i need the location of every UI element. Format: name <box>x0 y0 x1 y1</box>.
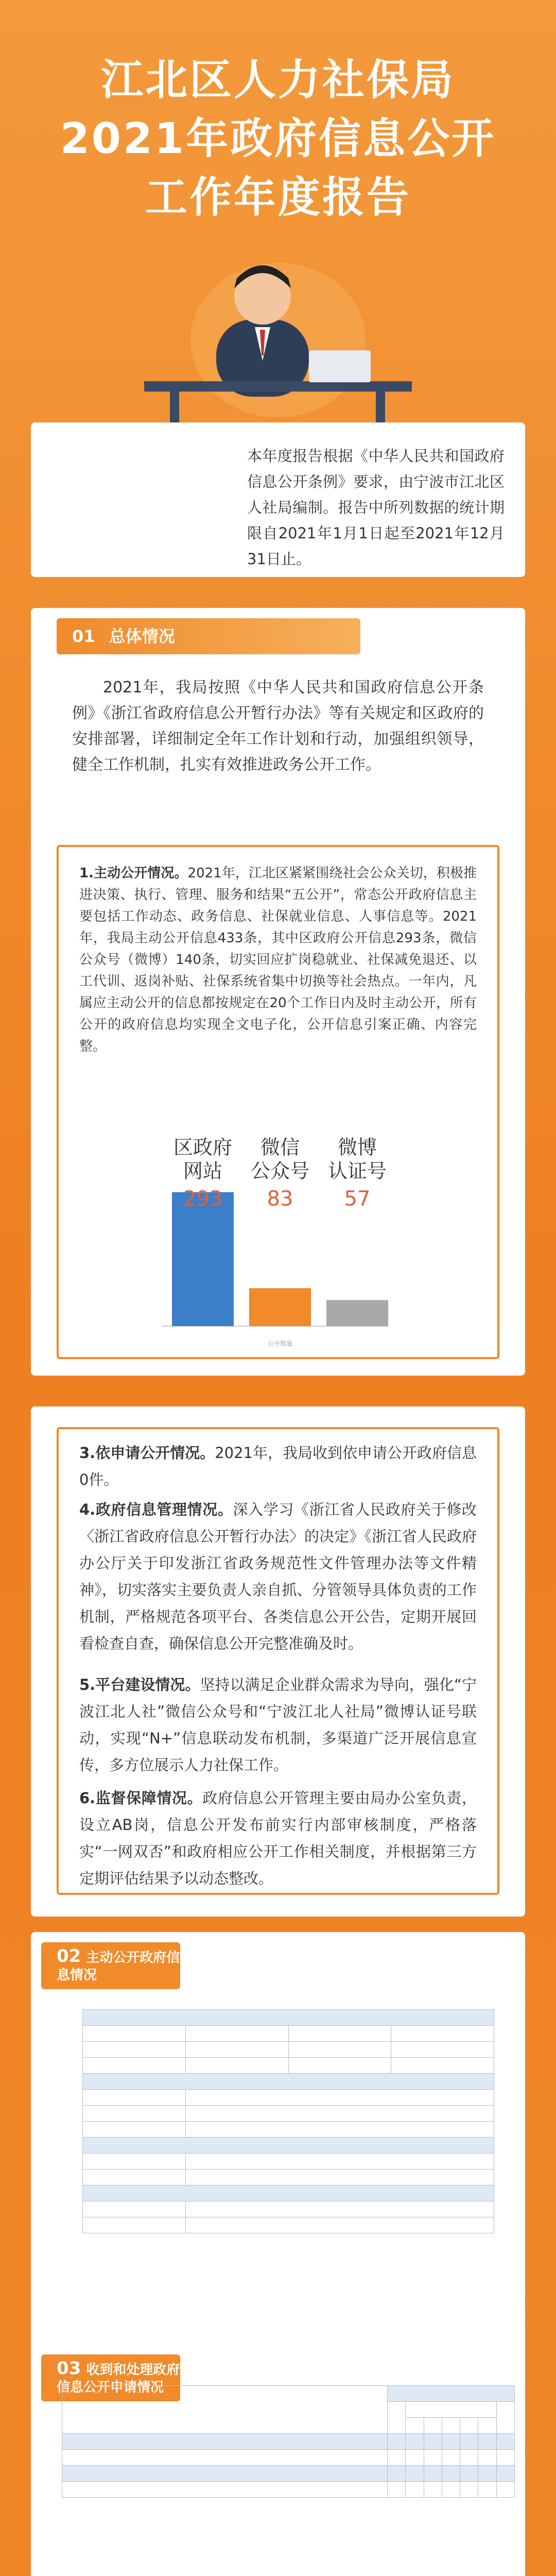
chart-bar-0 <box>172 1192 234 1326</box>
section-overview-card <box>31 608 525 1376</box>
title-line-3: 工作年度报告 <box>145 173 411 222</box>
section-tables-card <box>31 1932 525 2576</box>
chart-category-label-0: 区政府 网站 <box>173 1136 232 1182</box>
chart-category-label-2: 微博 认证号 <box>327 1136 387 1182</box>
chart-value-label-1: 83 <box>267 1187 293 1211</box>
table-02 <box>82 2009 494 2233</box>
item-6-block: 6.监督保障情况。政府信息公开管理主要由局办公室负责，设立AB岗，信息公开发布前实行内部审核制度，严格落实“一网双否”和政府相应公开工作相关制度，并根据第三方定期评估结果予以动态整改。 <box>79 1789 477 1887</box>
section-overview-continued-card <box>31 1406 525 1917</box>
chart-bar-1 <box>249 1288 311 1326</box>
chart-bar-2 <box>326 1300 388 1326</box>
title-line-1: 江北区人力社保局 <box>100 56 455 105</box>
section-header-03: 03 收到和处理政府信息公开申请情况 <box>41 2354 180 2401</box>
section-title-01: 总体情况 <box>109 626 175 646</box>
overview-inner-box <box>57 845 499 1359</box>
table-03 <box>62 2385 515 2498</box>
chart-value-label-0: 293 <box>183 1187 223 1211</box>
item-1-block <box>79 862 477 1057</box>
item-1-title: 1.主动公开情况。 <box>79 866 188 881</box>
overview-paragraph: 2021年，我局按照《中华人民共和国政府信息公开条例》《浙江省政府信息公开暂行办法》等有关规定和区政府的安排部署，详细制定全年工作计划和行动，加强组织领导，健全工作机制，扎实有效推进政务公开工作。 <box>72 679 484 774</box>
title-line-2: 2021年政府信息公开 <box>60 114 496 163</box>
item-5-block: 5.平台建设情况。坚持以满足企业群众需求为导向，强化“宁波江北人社”微信公众号和“宁波江北人社局”微博认证号联动，实现“N+”信息联动发布机制，多渠道广泛开展信息宣传，多方位展示人力社保工作。 <box>79 1676 477 1774</box>
section-header-02: 02 主动公开政府信息情况 <box>41 1942 180 1989</box>
section-header-01 <box>57 618 360 654</box>
section-number-01: 01 <box>72 626 95 646</box>
item-3-block: 3.依申请公开情况。2021年，我局收到依申请公开政府信息0件。 <box>79 1444 477 1488</box>
item-1-text: 2021年，江北区紧紧围绕社会公众关切，积极推进决策、执行、管理、服务和结果“五公开”，常态公开政府信息主要包括工作动态、政务信息、社保就业信息、人事信息等。2021年，我局主动公开信息433条，其中区政府公开信息293条，微信公众号（微博）140条，切实回应扩岗稳就业、社保减免退还、以工代训、返岗补贴、社保系统省集中切换等社会热点。一年内，凡属应主动公开的信息都按规定在20个工作日内及时主动公开，所有公开的政府信息均实现全文电子化，公开信息引案正确、内容完整。 <box>79 866 477 1054</box>
chart-axis-caption: 公开数量 <box>267 1340 292 1347</box>
chart-value-label-2: 57 <box>344 1187 371 1211</box>
overview-items-box <box>57 1427 499 1895</box>
intro-card <box>31 422 525 577</box>
intro-text: 本年度报告根据《中华人民共和国政府信息公开条例》要求，由宁波市江北区人社局编制。报告中所列数据的统计期限自2021年1月1日起至2021年12月31日止。 <box>247 447 505 568</box>
office-illustration <box>82 242 474 428</box>
chart-category-label-1: 微信 公众号 <box>250 1136 309 1182</box>
item-4-block: 4.政府信息管理情况。深入学习《浙江省人民政府关于修改〈浙江省政府信息公开暂行办法〉的决定》《浙江省人民政府办公厅关于印发浙江省政务规范性文件管理办法等文件精神》，切实落实主要负责人亲自抓、分管领导具体负责的工作机制，严格规范各项平台、各类信息公开公告，定期开展回看检查自查，确保信息公开完整准确及时。 <box>79 1501 477 1652</box>
